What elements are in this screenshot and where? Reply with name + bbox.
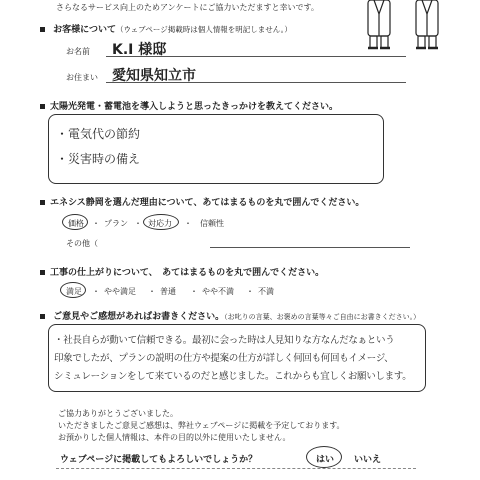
q2-option: プラン [104, 219, 128, 228]
q4-answer-line: シミュレーションをして来ているのだと感じました。これからも宜しくお願いします。 [54, 371, 412, 382]
separator-dot: ・ [148, 287, 156, 296]
q1-answer-line: ・災害時の備え [56, 152, 141, 166]
q2-option: 信頼性 [200, 219, 224, 228]
publish-yes-circle [306, 446, 342, 468]
q2-option: 対応力 [148, 219, 172, 228]
customer-section-note: （ウェブページ掲載時は個人情報を明記しません。） [115, 25, 292, 34]
footer-line: お預かりした個人情報は、本件の目的以外に使用いたしません。 [58, 433, 291, 442]
address-underline [106, 82, 406, 83]
q2-option: 価格 [68, 219, 84, 228]
q1-heading: 太陽光発電・蓄電池を導入しようと思ったきっかけを教えてください。 [40, 99, 338, 112]
intro-text: さらなるサービス向上のためアンケートにご協力いただますと幸いです。 [56, 3, 319, 12]
q4-answer-line: 印象でしたが、プランの説明の仕方や提案の仕方が詳しく何回も何回もイメージ、 [54, 353, 394, 364]
publish-dashed-line [56, 468, 416, 469]
q4-heading: ご意見やご感想があればお書きください。（お叱りの言葉、お褒めの言葉等々ご自由にお書きください。） [40, 309, 420, 322]
q3-selected-circle [60, 282, 86, 298]
separator-dot: ・ [184, 219, 192, 228]
q3-option: やや不満 [202, 287, 234, 296]
publish-no-option: いいえ [354, 455, 382, 465]
footer-line: ご協力ありがとうございました。 [58, 409, 178, 418]
q3-option: 普通 [160, 287, 176, 296]
q2-heading: エネシス静岡を選んだ理由について、あてはまるものを丸で囲んでください。 [40, 195, 364, 208]
publish-yes-option: はい [316, 455, 335, 465]
q1-answer-line: ・電気代の節約 [56, 127, 141, 141]
publish-question: ウェブページに掲載してもよろしいでしょうか？ [60, 455, 258, 465]
separator-dot: ・ [134, 219, 142, 228]
q3-option: 不満 [258, 287, 274, 296]
separator-dot: ・ [190, 287, 198, 296]
name-label: お名前 [66, 47, 90, 56]
q2-selected-circle [62, 214, 88, 230]
address-value: 愛知県知立市 [112, 68, 196, 84]
address-label: お住まい [66, 73, 98, 82]
q4-note: （お叱りの言葉、お褒めの言葉等々ご自由にお書きください。） [224, 313, 421, 321]
customer-section-heading: お客様について（ウェブページ掲載時は個人情報を明記しません。） [40, 22, 292, 35]
mascot-figures-illustration [360, 0, 450, 55]
q3-option: やや満足 [104, 287, 136, 296]
footer-line: いただきましたご意見ご感想は、弊社ウェブページに掲載を予定しております。 [58, 421, 345, 430]
q3-heading: 工事の仕上がりについて、 あてはまるものを丸で囲んでください。 [40, 265, 324, 278]
name-underline [106, 56, 406, 57]
q3-option: 満足 [66, 287, 82, 296]
q2-selected-circle [143, 214, 179, 230]
separator-dot: ・ [92, 219, 100, 228]
name-value: K.I 様邸 [112, 42, 167, 58]
q2-other-label: その他（ [66, 239, 98, 248]
q4-answer-line: ・社長自らが動いて信頼できる。最初に会った時は人見知りな方なんだなぁという [54, 335, 395, 346]
separator-dot: ・ [246, 287, 254, 296]
separator-dot: ・ [92, 287, 100, 296]
q2-other-underline [210, 247, 410, 248]
